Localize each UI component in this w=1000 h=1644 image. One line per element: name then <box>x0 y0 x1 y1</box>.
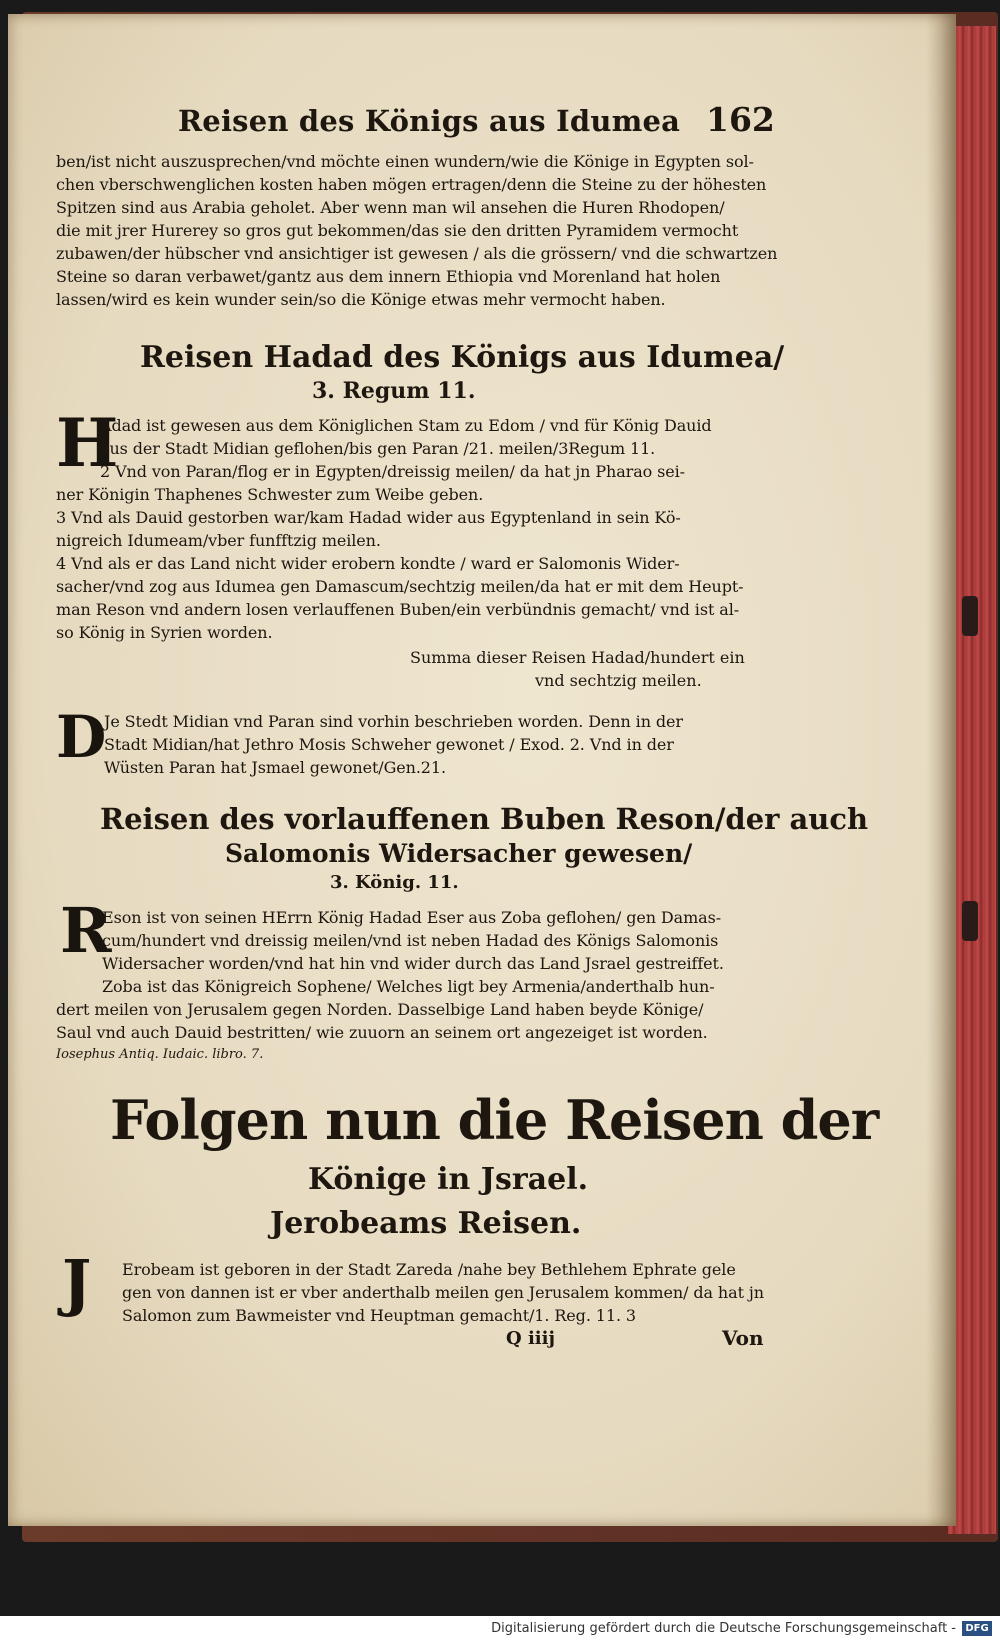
clasp-icon <box>962 596 978 636</box>
text-line: Steine so daran verbawet/gantz aus dem innern Ethiopia vnd Morenland hat holen <box>56 267 721 286</box>
text-line: ner Königin Thaphenes Schwester zum Weibe geben. <box>56 485 484 504</box>
text-line: Spitzen sind aus Arabia geholet. Aber wenn man wil ansehen die Huren Rhodopen/ <box>56 198 725 217</box>
section-heading: Reisen Hadad des Königs aus Idumea/ <box>140 340 785 375</box>
footer-credit: Digitalisierung gefördert durch die Deutsche Forschungsgemeinschaft - <box>491 1621 956 1636</box>
text-line: ben/ist nicht auszusprechen/vnd möchte einen wundern/wie die Könige in Egypten sol- <box>56 152 754 171</box>
section-heading: Jerobeams Reisen. <box>270 1206 582 1241</box>
text-line: Adad ist gewesen aus dem Königlichen Stam zu Edom / vnd für König Dauid <box>100 416 712 435</box>
text-line: nigreich Idumeam/vber funfftzig meilen. <box>56 531 381 550</box>
text-line: sacher/vnd zog aus Idumea gen Damascum/sechtzig meilen/da hat er mit dem Heupt- <box>56 577 744 596</box>
text-line: die mit jrer Hurerey so gros gut bekommen/das sie den dritten Pyramidem vermocht <box>56 221 739 240</box>
text-line: Widersacher worden/vnd hat hin vnd wider durch das Land Jsrael gestreiffet. <box>102 954 724 973</box>
text-line: Stadt Midian/hat Jethro Mosis Schweher gewonet / Exod. 2. Vnd in der <box>104 735 674 754</box>
text-line: aus der Stadt Midian geflohen/bis gen Paran /21. meilen/3Regum 11. <box>100 439 656 458</box>
text-line: dert meilen von Jerusalem gegen Norden. Dasselbige Land haben beyde Könige/ <box>56 1000 704 1019</box>
text-line: 4 Vnd als er das Land nicht wider erobern kondte / ward er Salomonis Wider- <box>56 554 680 573</box>
text-line: cum/hundert vnd dreissig meilen/vnd ist neben Hadad des Königs Salomonis <box>102 931 719 950</box>
text-line: Eson ist von seinen HErrn König Hadad Eser aus Zoba geflohen/ gen Damas- <box>102 908 721 927</box>
chapter-title: Folgen nun die Reisen der <box>110 1088 879 1152</box>
summa-line: vnd sechtzig meilen. <box>535 671 702 690</box>
text-line: Je Stedt Midian vnd Paran sind vorhin beschrieben worden. Denn in der <box>104 712 683 731</box>
drop-cap: H <box>56 404 119 482</box>
signature-mark: Q iiij <box>506 1328 555 1349</box>
page-number: 162 <box>706 100 775 139</box>
text-line: so König in Syrien worden. <box>56 623 273 642</box>
section-subheading: 3. König. 11. <box>330 872 459 893</box>
text-line: man Reson vnd andern losen verlauffenen Buben/ein verbündnis gemacht/ vnd ist al- <box>56 600 740 619</box>
text-line: Saul vnd auch Dauid bestritten/ wie zuuorn an seinem ort angezeiget ist worden. <box>56 1023 708 1042</box>
drop-cap: J <box>62 1246 92 1319</box>
text-line: lassen/wird es kein wunder sein/so die Könige etwas mehr vermocht haben. <box>56 290 666 309</box>
text-line: chen vberschwenglichen kosten haben mögen ertragen/denn die Steine zu der höhesten <box>56 175 767 194</box>
page-shadow <box>926 14 956 1526</box>
text-line: Salomon zum Bawmeister vnd Heuptman gemacht/1. Reg. 11. 3 <box>122 1306 637 1325</box>
text-line: gen von dannen ist er vber anderthalb meilen gen Jerusalem kommen/ da hat jn <box>122 1283 764 1302</box>
text-line: Zoba ist das Königreich Sophene/ Welches ligt bey Armenia/anderthalb hun- <box>102 977 715 996</box>
catchword: Von <box>722 1326 764 1350</box>
text-line: 2 Vnd von Paran/flog er in Egypten/dreissig meilen/ da hat jn Pharao sei- <box>100 462 685 481</box>
chapter-subtitle: Könige in Jsrael. <box>308 1162 589 1197</box>
text-line: Wüsten Paran hat Jsmael gewonet/Gen.21. <box>104 758 446 777</box>
section-subheading: 3. Regum 11. <box>312 378 476 404</box>
summa-line: Summa dieser Reisen Hadad/hundert ein <box>410 648 745 667</box>
text-line: 3 Vnd als Dauid gestorben war/kam Hadad wider aus Egyptenland in sein Kö- <box>56 508 681 527</box>
drop-cap: R <box>60 894 112 967</box>
text-line: zubawen/der hübscher vnd ansichtiger ist gewesen / als die grössern/ vnd die schwartzen <box>56 244 778 263</box>
section-heading: Reisen des vorlauffenen Buben Reson/der auch <box>100 802 869 836</box>
section-heading: Salomonis Widersacher gewesen/ <box>225 839 693 868</box>
text-line: Erobeam ist geboren in der Stadt Zareda /nahe bey Bethlehem Ephrate gele <box>122 1260 736 1279</box>
drop-cap: D <box>56 703 107 771</box>
citation: Iosephus Antiq. Iudaic. libro. 7. <box>56 1047 264 1062</box>
running-head: Reisen des Königs aus Idumea <box>178 104 681 138</box>
dfg-logo-icon: DFG <box>962 1621 992 1636</box>
clasp-icon <box>962 901 978 941</box>
